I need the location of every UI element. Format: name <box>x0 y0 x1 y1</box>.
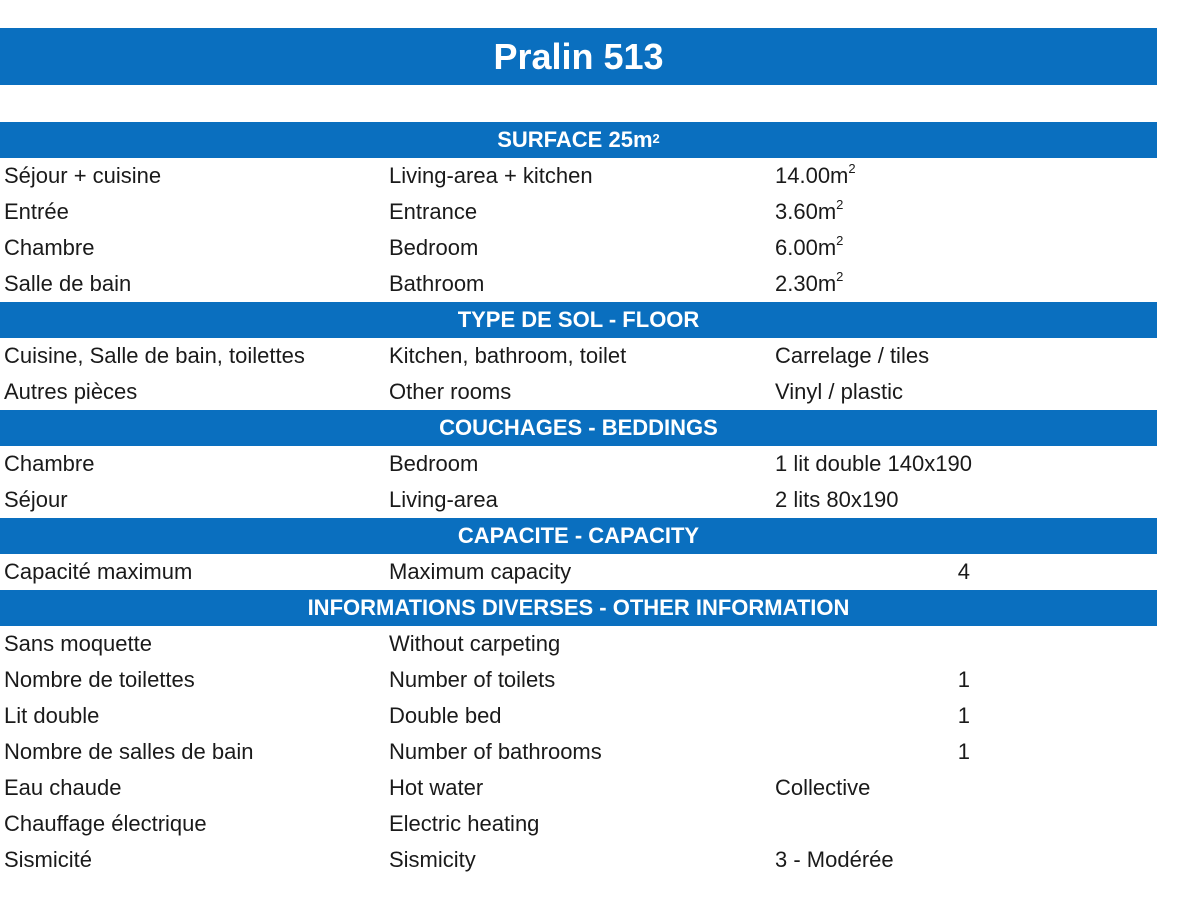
section-header-capacity <box>0 518 1157 554</box>
label-fr: Autres pièces <box>4 379 138 404</box>
value-text: 3.60m <box>775 199 837 225</box>
table-row <box>0 446 1157 482</box>
label-fr: Chauffage électrique <box>4 811 207 836</box>
table-row <box>0 698 1157 734</box>
value-cell <box>775 196 844 225</box>
table-row <box>0 338 1157 374</box>
value-text: 2 lits 80x190 <box>775 487 899 512</box>
table-row <box>0 734 1157 770</box>
label-fr: Chambre <box>4 451 95 476</box>
table-row <box>0 230 1157 266</box>
label-en: Number of bathrooms <box>389 739 602 764</box>
label-fr: Lit double <box>4 703 100 728</box>
value-text: Collective <box>775 775 871 800</box>
section-header-surface <box>0 122 1157 158</box>
value-text: Carrelage / tiles <box>775 343 930 368</box>
label-en: Entrance <box>389 199 478 224</box>
value-cell <box>775 232 844 261</box>
label-en: Other rooms <box>389 379 512 404</box>
value-sup: 2 <box>836 268 844 284</box>
section-header-beddings <box>0 410 1157 446</box>
table-row <box>0 770 1157 806</box>
section-header-other <box>0 590 1157 626</box>
table-row <box>0 374 1157 410</box>
label-en: Electric heating <box>389 811 540 836</box>
label-fr: Nombre de salles de bain <box>4 739 254 764</box>
page-title <box>0 28 1157 85</box>
label-fr: Séjour <box>4 487 68 512</box>
value-number: 1 <box>957 703 970 728</box>
section-header-capacity-text: CAPACITE - CAPACITY <box>457 523 700 548</box>
label-en: Hot water <box>389 775 484 800</box>
label-en: Bedroom <box>389 235 479 260</box>
value-text: 1 lit double 140x190 <box>775 451 972 476</box>
table-row <box>0 194 1157 230</box>
label-en: Living-area + kitchen <box>389 163 593 188</box>
section-header-floor-text: TYPE DE SOL - FLOOR <box>457 307 700 332</box>
label-en: Sismicity <box>389 847 476 872</box>
value-cell <box>775 268 844 297</box>
page-title-text: Pralin 513 <box>493 35 664 77</box>
label-en: Kitchen, bathroom, toilet <box>389 343 627 368</box>
value-text: Vinyl / plastic <box>775 379 903 404</box>
label-fr: Salle de bain <box>4 271 132 296</box>
section-header-surface-text: SURFACE 25m <box>497 127 653 152</box>
value-text: 6.00m <box>775 235 837 261</box>
label-en: Double bed <box>389 703 502 728</box>
value-text: 2.30m <box>775 271 837 297</box>
table-row <box>0 554 1157 590</box>
label-en: Maximum capacity <box>389 559 572 584</box>
label-en: Bathroom <box>389 271 485 296</box>
value-number: 1 <box>957 739 970 764</box>
section-header-beddings-text: COUCHAGES - BEDDINGS <box>439 415 718 440</box>
property-sheet <box>0 122 1157 878</box>
value-text: 14.00m <box>775 163 849 189</box>
label-fr: Sismicité <box>4 847 93 872</box>
value-sup: 2 <box>836 196 844 212</box>
label-en: Number of toilets <box>389 667 556 692</box>
table-row <box>0 266 1157 302</box>
label-fr: Séjour + cuisine <box>4 163 162 188</box>
label-fr: Nombre de toilettes <box>4 667 195 692</box>
label-fr: Entrée <box>4 199 69 224</box>
table-row <box>0 842 1157 878</box>
value-number: 4 <box>957 559 970 584</box>
section-header-other-text: INFORMATIONS DIVERSES - OTHER INFORMATION <box>307 595 850 620</box>
table-row <box>0 158 1157 194</box>
section-header-surface-sup: 2 <box>652 130 660 146</box>
table-row <box>0 482 1157 518</box>
label-en: Living-area <box>389 487 498 512</box>
value-text: 3 - Modérée <box>775 847 894 872</box>
label-en: Bedroom <box>389 451 479 476</box>
section-header-floor <box>0 302 1157 338</box>
label-fr: Eau chaude <box>4 775 122 800</box>
label-fr: Capacité maximum <box>4 559 193 584</box>
label-fr: Cuisine, Salle de bain, toilettes <box>4 343 305 368</box>
label-en: Without carpeting <box>389 631 561 656</box>
table-row <box>0 626 1157 662</box>
value-sup: 2 <box>836 232 844 248</box>
value-cell <box>775 160 856 189</box>
label-fr: Sans moquette <box>4 631 152 656</box>
label-fr: Chambre <box>4 235 95 260</box>
table-row <box>0 806 1157 842</box>
value-number: 1 <box>957 667 970 692</box>
table-row <box>0 662 1157 698</box>
value-sup: 2 <box>848 160 856 176</box>
